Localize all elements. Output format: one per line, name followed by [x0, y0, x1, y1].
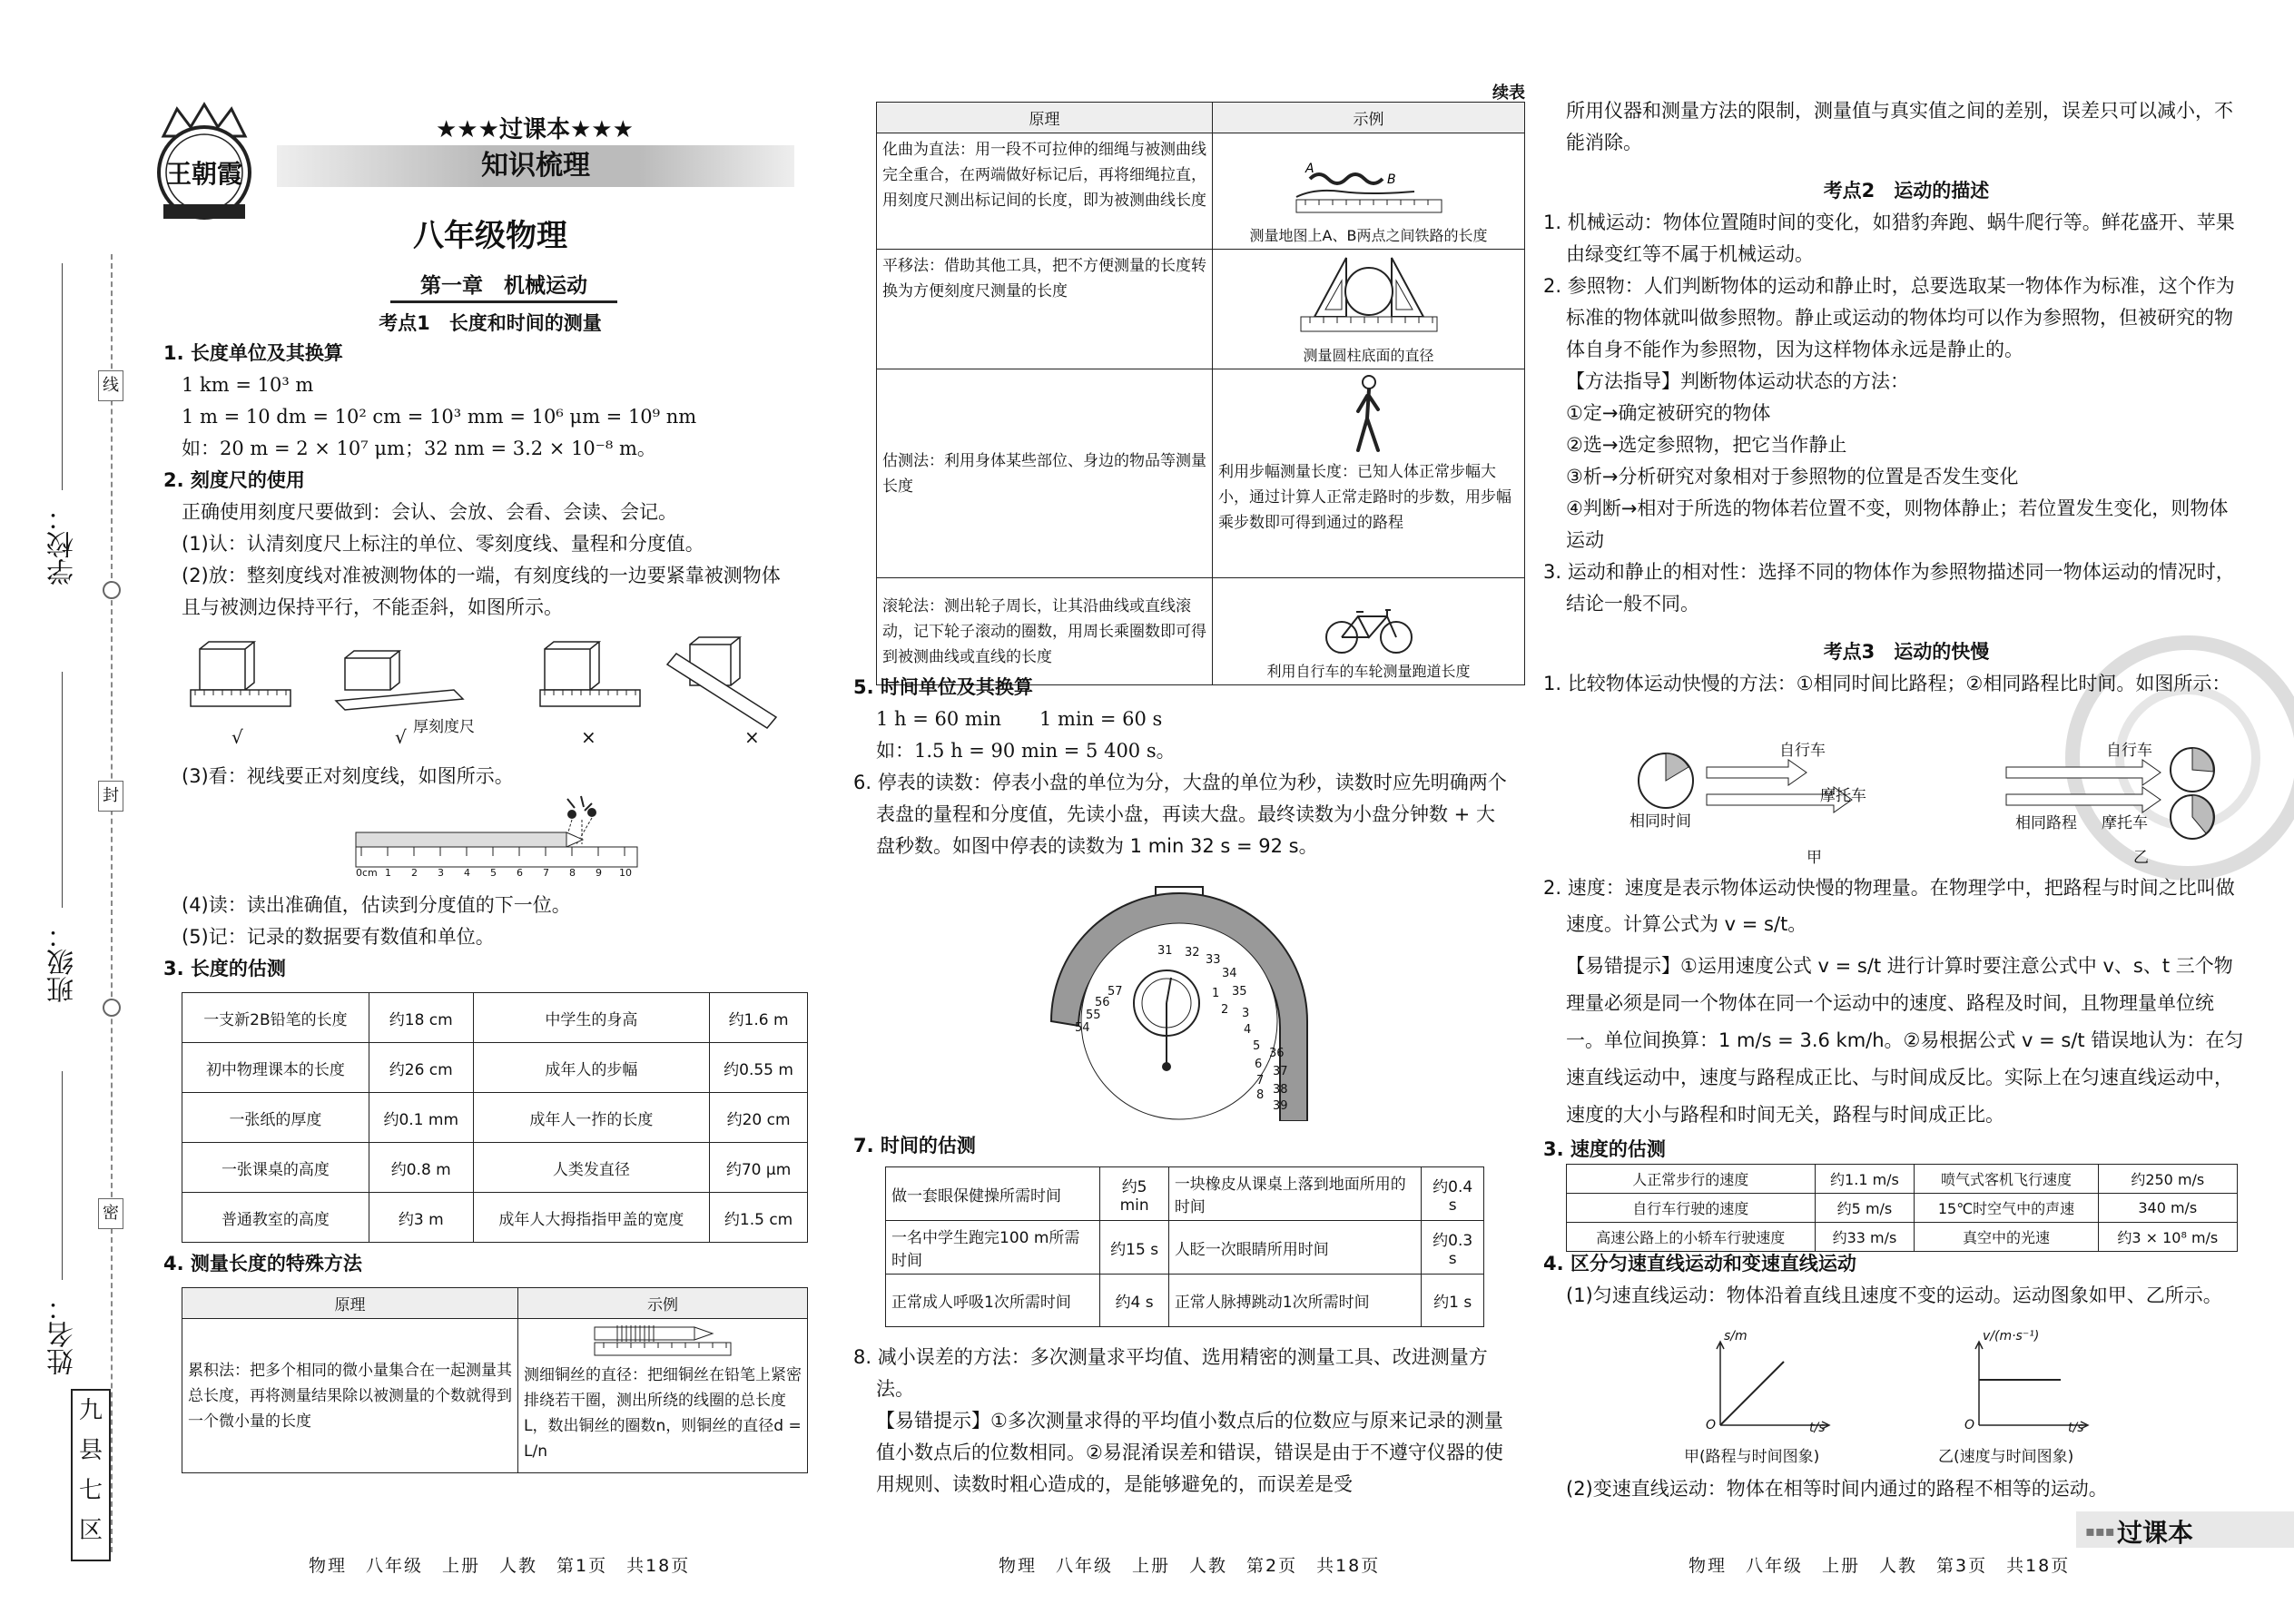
label-same-time: 相同时间: [1629, 812, 1691, 831]
table-cell: 成年人一拃的长度: [473, 1093, 710, 1143]
tick-label: 6: [517, 867, 523, 879]
speed-estimate-table: [1566, 1164, 2238, 1252]
doc-title: 八年级物理: [413, 218, 567, 254]
line: 如：20 m = 2 × 10⁷ μm；32 nm = 3.2 × 10⁻⁸ m。: [182, 438, 656, 459]
table-cell: 中学生的身高: [473, 993, 710, 1043]
label-jia: 甲: [1807, 849, 1822, 867]
table-cell: 约1.1 m/s: [1815, 1165, 1915, 1194]
table-cell: 约33 m/s: [1815, 1223, 1915, 1252]
special-method-table-cont: [876, 102, 1525, 685]
dial-label: 57: [1108, 985, 1123, 999]
table-row: [182, 1093, 808, 1143]
dial-label: 32: [1185, 946, 1200, 960]
dial-label: 6: [1255, 1058, 1263, 1071]
table-cell: 人眨一次眼睛所用时间: [1168, 1221, 1422, 1275]
guide-1: ①定→确定被研究的物体: [1566, 402, 1771, 424]
page-2: [853, 0, 1525, 1624]
table-cell: 15℃时空气中的声速: [1915, 1194, 2098, 1223]
table-row: [1567, 1223, 2238, 1252]
wire-figure: [590, 1323, 735, 1359]
dial-label: 3: [1242, 1007, 1250, 1020]
tick-label: 7: [543, 867, 549, 879]
dial-label: 56: [1095, 996, 1110, 1009]
sec-5: 5. 时间单位及其换算: [853, 676, 1033, 698]
speed-compare-figure: [1625, 744, 2215, 871]
table-cell: 人正常步行的速度: [1567, 1165, 1816, 1194]
cell: 利用自行车的车轮测量跑道长度: [1213, 578, 1525, 685]
sec-8: 8. 减小误差的方法：多次测量求平均值、选用精密的测量工具、改进测量方法。: [853, 1346, 1488, 1400]
table-cell: 正常人脉搏跳动1次所需时间: [1168, 1275, 1422, 1327]
mark-wrong-2: ×: [744, 726, 760, 748]
dial-label: 55: [1086, 1009, 1101, 1022]
sec-6: 6. 停表的读数：停表小盘的单位为分，大盘的单位为秒，读数时应先明确两个表盘的量程和分度值，先读小盘，再读大盘。最终读数为小盘分钟数 + 大盘秒数。如图中停表的读数为 1 min 32 s = 92 s。: [853, 772, 1507, 857]
brand-dots: ▪▪▪: [2085, 1522, 2115, 1540]
table-cell: 约5 m/s: [1815, 1194, 1915, 1223]
footer-p1: 物理 八年级 上册 人教 第1页 共18页: [309, 1556, 691, 1576]
q3: 3. 速度的估测: [1543, 1138, 1666, 1160]
table-row: [886, 1221, 1484, 1275]
special-method-table: [182, 1287, 808, 1473]
label-bike-2: 自行车: [2106, 742, 2152, 760]
dial-label: 1: [1212, 987, 1220, 1000]
table-cell: 约0.4 s: [1422, 1167, 1484, 1221]
dial-label: 54: [1075, 1021, 1090, 1035]
ruler-reading-figure: [354, 794, 645, 885]
tip: 【易错提示】①运用速度公式 v = s/t 进行计算时要注意公式中 v、s、t 三个物理量必须是同一个物体在同一个运动中的速度、路程及时间，且物理量单位统一。单位间换算：1 m/s = 3.6 km/h。②易根据公式 v = s/t 错误地认为：在匀速直线运动中，速度与路程成正比、与时间成反比。实际上在匀速直线运动中，速度的大小与路程和时间无关，路程与时间成正比。: [1566, 955, 2244, 1126]
col-example: 示例: [518, 1288, 808, 1319]
table-cell: 约26 cm: [369, 1043, 473, 1093]
tick-label: 1: [385, 867, 391, 879]
footer-brand: ▪▪▪ 过课本: [2076, 1511, 2294, 1548]
guide-2: ②选→选定参照物，把它当作静止: [1566, 434, 1847, 456]
page-3: [1534, 0, 2294, 1624]
label-same-dist: 相同路程: [2015, 814, 2077, 832]
bicycle-figure: [1324, 603, 1414, 655]
line: 所用仪器和测量方法的限制，测量值与真实值之间的差别，误差只可以减小，不能消除。: [1566, 100, 2233, 153]
q4b: (2)变速直线运动：物体在相等时间内通过的路程不相等的运动。: [1566, 1478, 2108, 1500]
tick-label: 4: [464, 867, 470, 879]
kaodian-1: 考点1 长度和时间的测量: [379, 312, 602, 334]
dial-label: 31: [1157, 944, 1173, 958]
ruler-figures: [182, 635, 817, 753]
line: 1 km = 10³ m: [182, 374, 314, 396]
table-cell: 约20 cm: [710, 1093, 808, 1143]
name-label: 姓名：: [47, 1294, 79, 1375]
table-cell: 约15 s: [1100, 1221, 1168, 1275]
dial-label: 5: [1253, 1039, 1261, 1053]
dial-label: 8: [1256, 1088, 1265, 1102]
series-title: ★★★过课本★★★: [436, 116, 634, 143]
svg-text:B: B: [1386, 172, 1396, 187]
line: (4)读：读出准确值，估读到分度值的下一位。: [182, 894, 571, 916]
label-moto-2: 摩托车: [2102, 814, 2148, 832]
dial-label: 2: [1221, 1003, 1229, 1017]
table-cell: 约70 μm: [710, 1143, 808, 1193]
table-row: [182, 1043, 808, 1093]
table-cell: 普通教室的高度: [182, 1193, 369, 1243]
tick-label: 10: [619, 867, 632, 879]
table-cell: 约3 m: [369, 1193, 473, 1243]
table-cell: 正常成人呼吸1次所需时间: [886, 1275, 1100, 1327]
caption-st: 甲(路程与时间图象): [1684, 1448, 1820, 1466]
table-row: [886, 1275, 1484, 1327]
table-cell: 约0.55 m: [710, 1043, 808, 1093]
dial-label: 35: [1232, 985, 1247, 999]
table-cell: 成年人大拇指指甲盖的宽度: [473, 1193, 710, 1243]
label-bike: 自行车: [1779, 742, 1826, 760]
kaodian-2: 考点2 运动的描述: [1823, 180, 1990, 202]
cell: A B 测量地图上A、B两点之间铁路的长度: [1213, 133, 1525, 250]
kaodian-3: 考点3 运动的快慢: [1823, 641, 1990, 663]
table-cell: 高速公路上的小轿车行驶速度: [1567, 1223, 1816, 1252]
table-cell: 成年人的步幅: [473, 1043, 710, 1093]
school-label: 学校：: [47, 504, 79, 586]
cell: 利用步幅测量长度：已知人体正常步幅大小，通过计算人正常走路时的步数，用步幅乘步数即可得到通过的路程: [1213, 369, 1525, 578]
cell: 滚轮法：测出轮子周长，让其沿曲线或直线滚动，记下轮子滚动的圈数，用周长乘圈数即可得到被测曲线或直线的长度: [877, 578, 1213, 685]
map-figure: [1287, 156, 1451, 220]
tick-label: 0cm: [356, 867, 378, 879]
cell: 估测法：利用身体某些部位、身边的物品等测量长度: [877, 369, 1213, 578]
line: 1 h = 60 min 1 min = 60 s: [876, 708, 1163, 730]
mark-correct-1: √: [231, 726, 243, 748]
region-box: 九 县 七 区: [71, 1389, 111, 1561]
walker-figure: [1342, 373, 1396, 459]
tick-label: 5: [490, 867, 497, 879]
guide: 【方法指导】判断物体运动状态的方法：: [1566, 370, 1909, 392]
sec-4: 4. 测量长度的特殊方法: [163, 1253, 362, 1275]
graph-vt: v/(m·s⁻¹) t/s O: [1961, 1334, 2097, 1434]
col-example: 示例: [1213, 103, 1525, 133]
tick-label: 8: [569, 867, 576, 879]
line: 1 m = 10 dm = 10² cm = 10³ mm = 10⁶ μm = 10⁹ nm: [182, 406, 697, 428]
table-row: [886, 1167, 1484, 1221]
guide-4: ④判断→相对于所选的物体若位置不变，则物体静止；若位置发生变化，则物体运动: [1566, 497, 2229, 551]
table-row: [182, 1143, 808, 1193]
table-cell: 约250 m/s: [2098, 1165, 2237, 1194]
table-cell: 约1 s: [1422, 1275, 1484, 1327]
dial-label: 33: [1206, 953, 1221, 967]
thick-ruler-label: 厚刻度尺: [413, 718, 475, 736]
star-icon: ★★★: [569, 116, 634, 143]
dial-label: 7: [1256, 1074, 1265, 1088]
table-cell: 自行车行驶的速度: [1567, 1194, 1816, 1223]
table-cell: 真空中的光速: [1915, 1223, 2098, 1252]
cell: 测量圆柱底面的直径: [1213, 250, 1525, 369]
m3: 3. 运动和静止的相对性：选择不同的物体作为参照物描述同一物体运动的情况时，结论一般不同。: [1543, 561, 2235, 615]
caption-vt: 乙(速度与时间图象): [1938, 1448, 2074, 1466]
sec-3: 3. 长度的估测: [163, 958, 286, 979]
brand-logo: [145, 100, 263, 222]
marker-line: 线: [98, 370, 123, 401]
dial-label: 37: [1273, 1065, 1288, 1078]
table-cell: 一名中学生跑完100 m所需时间: [886, 1221, 1100, 1275]
table-row: [1567, 1194, 2238, 1223]
table-cell: 一支新2B铅笔的长度: [182, 993, 369, 1043]
svg-text:A: A: [1305, 162, 1314, 176]
mark-wrong-1: ×: [581, 726, 596, 748]
label-yi: 乙: [2133, 849, 2149, 867]
cell: 累积法：把多个相同的微小量集合在一起测量其总长度，再将测量结果除以被测量的个数就得到一个微小量的长度: [182, 1319, 518, 1473]
table-cell: 一块橡皮从课桌上落到地面所用的时间: [1168, 1167, 1422, 1221]
length-estimate-table: [182, 992, 808, 1243]
tick-label: 3: [438, 867, 444, 879]
tip: 【易错提示】①多次测量求得的平均值小数点后的位数应与原来记录的测量值小数点后的位数相同。②易混淆误差和错误，错误是由于不遵守仪器的使用规则、读数时粗心造成的，是能够避免的，而误差是受: [876, 1410, 1503, 1495]
cell: 平移法：借助其他工具，把不方便测量的长度转换为方便刻度尺测量的长度: [877, 250, 1213, 369]
q4: 4. 区分匀速直线运动和变速直线运动: [1543, 1253, 1856, 1275]
q1: 1. 比较物体运动快慢的方法：①相同时间比路程；②相同路程比时间。如图所示：: [1543, 673, 2231, 694]
chapter-title: 第一章 机械运动: [390, 269, 617, 303]
label-moto: 摩托车: [1820, 787, 1866, 805]
graph-st: s/m t/s O: [1702, 1334, 1838, 1434]
stopwatch-figure: [1035, 885, 1325, 1121]
cell: 测细铜丝的直径：把细铜丝在铅笔上紧密排绕若干圈，测出所绕的线圈的总长度L，数出铜丝的圈数n，则铜丝的直径d = L/n: [518, 1319, 808, 1473]
class-label: 班级：: [47, 921, 79, 1003]
line: (2)放：整刻度线对准被测物体的一端，有刻度线的一边要紧靠被测物体且与被测边保持平行，不能歪斜，如图所示。: [182, 565, 781, 618]
table-cell: 一张纸的厚度: [182, 1093, 369, 1143]
q2: 2. 速度：速度是表示物体运动快慢的物理量。在物理学中，把路程与时间之比叫做速度。计算公式为 v = s/t。: [1543, 877, 2235, 935]
dial-label: 38: [1273, 1083, 1288, 1097]
cylinder-figure: [1296, 253, 1442, 340]
tick-label: 2: [411, 867, 418, 879]
marker-seal: 封: [98, 781, 123, 812]
m2: 2. 参照物：人们判断物体的运动和静止时，总要选取某一物体作为标准，这个作为标准的物体就叫做参照物。静止或运动的物体均可以作为参照物，但被研究的物体自身不能作为参照物，因为这样物体永远是静止的。: [1543, 275, 2235, 360]
banner-title: 知识梳理: [481, 150, 590, 182]
continued-label: 续表: [1492, 84, 1525, 103]
sec-2: 2. 刻度尺的使用: [163, 469, 305, 491]
table-cell: 人类发直径: [473, 1143, 710, 1193]
footer-p3: 物理 八年级 上册 人教 第3页 共18页: [1689, 1556, 2071, 1576]
table-row: [182, 1193, 808, 1243]
dial-label: 39: [1273, 1099, 1288, 1113]
tick-label: 9: [596, 867, 602, 879]
star-icon: ★★★: [436, 116, 499, 143]
table-cell: 喷气式客机飞行速度: [1915, 1165, 2098, 1194]
col-principle: 原理: [182, 1288, 518, 1319]
line: 如：1.5 h = 90 min = 5 400 s。: [876, 740, 1176, 762]
table-cell: 340 m/s: [2098, 1194, 2237, 1223]
table-cell: 约18 cm: [369, 993, 473, 1043]
table-cell: 约1.6 m: [710, 993, 808, 1043]
table-cell: 约0.1 mm: [369, 1093, 473, 1143]
dial-label: 36: [1269, 1047, 1285, 1060]
sec-7: 7. 时间的估测: [853, 1135, 976, 1156]
mark-correct-2: √: [395, 726, 407, 748]
table-row: [1567, 1165, 2238, 1194]
sec-1: 1. 长度单位及其换算: [163, 342, 343, 364]
page-1: [0, 0, 835, 1624]
cell: 化曲为直法：用一段不可拉伸的细绳与被测曲线完全重合，在两端做好标记后，再将细绳拉直，用刻度尺测出标记间的长度，即为被测曲线长度: [877, 133, 1213, 250]
table-cell: 约0.3 s: [1422, 1221, 1484, 1275]
st-line: [1720, 1362, 1784, 1425]
guide-3: ③析→分析研究对象相对于参照物的位置是否发生变化: [1566, 466, 2019, 487]
q4a: (1)匀速直线运动：物体沿着直线且速度不变的运动。运动图象如甲、乙所示。: [1566, 1284, 2222, 1306]
footer-p2: 物理 八年级 上册 人教 第2页 共18页: [999, 1556, 1381, 1576]
time-estimate-table: [885, 1166, 1484, 1327]
marker-secret: 密: [98, 1198, 123, 1229]
line: (1)认：认清刻度尺上标注的单位、零刻度线、量程和分度值。: [182, 533, 704, 555]
table-cell: 初中物理课本的长度: [182, 1043, 369, 1093]
table-cell: 一张课桌的高度: [182, 1143, 369, 1193]
table-cell: 约3 × 10⁸ m/s: [2098, 1223, 2237, 1252]
line: 正确使用刻度尺要做到：会认、会放、会看、会读、会记。: [182, 501, 677, 523]
table-row: [182, 993, 808, 1043]
line: (5)记：记录的数据要有数值和单位。: [182, 926, 495, 948]
brand-name: 王朝霞: [165, 159, 242, 189]
m1: 1. 机械运动：物体位置随时间的变化，如猎豹奔跑、蜗牛爬行等。鲜花盛开、苹果由绿变红等不属于机械运动。: [1543, 212, 2235, 265]
col-principle: 原理: [877, 103, 1213, 133]
table-cell: 约0.8 m: [369, 1143, 473, 1193]
dial-label: 34: [1222, 967, 1237, 980]
line: (3)看：视线要正对刻度线，如图所示。: [182, 765, 514, 787]
table-cell: 约1.5 cm: [710, 1193, 808, 1243]
table-cell: 约5 min: [1100, 1167, 1168, 1221]
table-cell: 约4 s: [1100, 1275, 1168, 1327]
table-cell: 做一套眼保健操所需时间: [886, 1167, 1100, 1221]
dial-label: 4: [1244, 1023, 1252, 1037]
